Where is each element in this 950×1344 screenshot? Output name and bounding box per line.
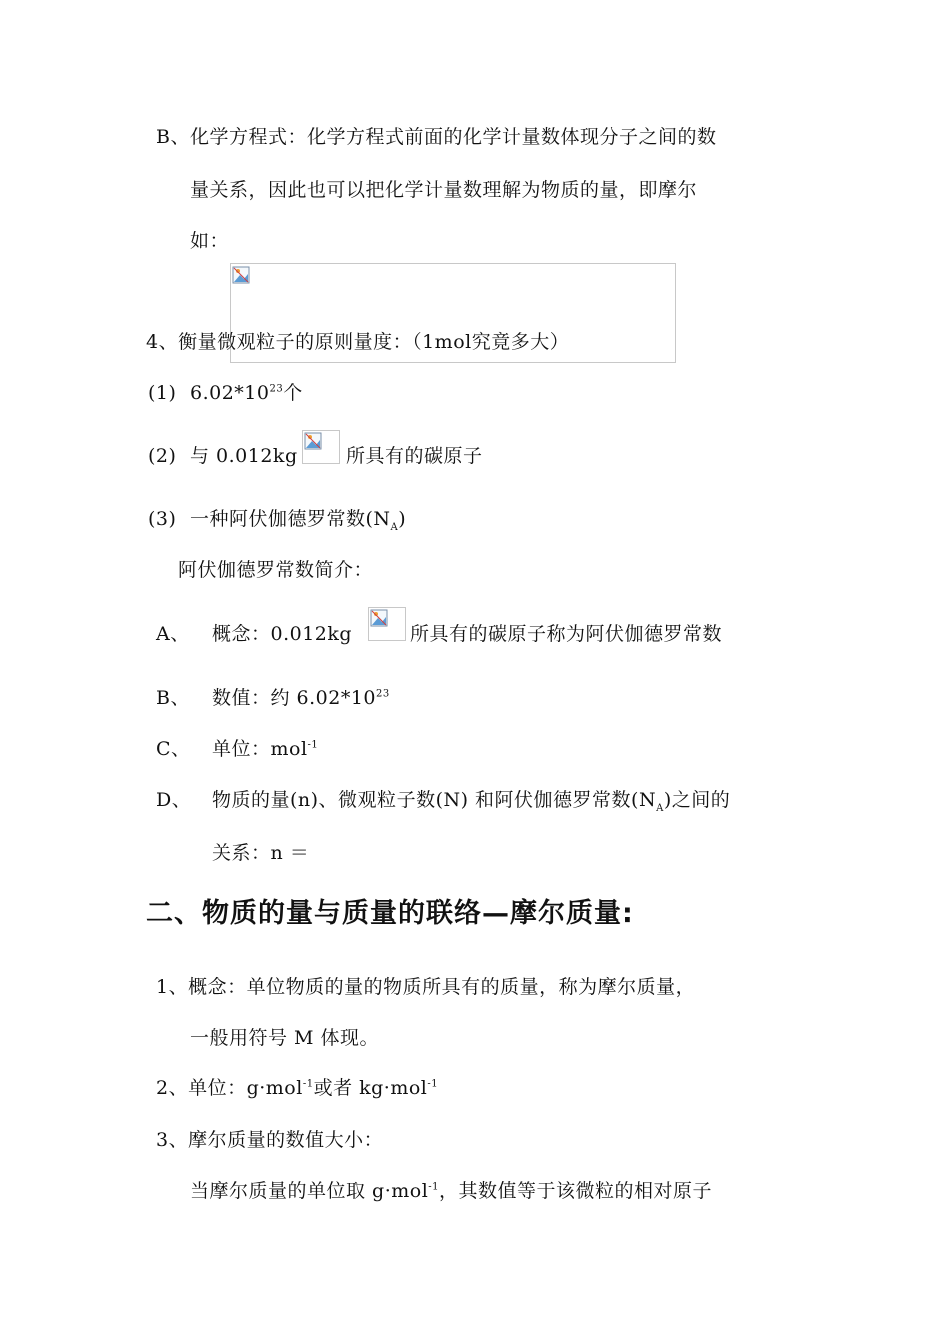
item-3-sub: A [390, 521, 399, 533]
list-a-prefix: 概念：0.012kg [212, 623, 353, 645]
section-2-p2-exp2: -1 [427, 1078, 439, 1090]
item-1-suffix: 个 [283, 382, 303, 404]
list-b-exp: 23 [376, 688, 390, 700]
list-b-base: 数值：约 6.02*10 [212, 687, 377, 709]
avogadro-intro: 阿伏伽德罗常数简介： [178, 559, 374, 581]
item-1-num: (1) [148, 382, 177, 404]
item-3-text: 一种阿伏伽德罗常数(N [190, 508, 391, 530]
section-2-p2 [156, 1075, 438, 1101]
section-2-p1-line2: 一般用符号 M 体现。 [190, 1027, 380, 1049]
list-c-base: 单位：mol [212, 738, 308, 760]
section-2-p2-exp1: -1 [302, 1078, 314, 1090]
broken-image-icon [232, 266, 250, 284]
section-b-text1: 化学方程式：化学方程式前面的化学计量数体现分子之间的数 [189, 126, 717, 148]
item-4: 4、衡量微观粒子的原则量度：（1mol究竟多大） [146, 331, 570, 353]
list-c-label: C、 [156, 738, 191, 760]
section-2-p1-line1: 1、概念：单位物质的量的物质所具有的质量，称为摩尔质量， [156, 976, 696, 998]
section-2-p4 [190, 1178, 712, 1204]
broken-image-icon [370, 609, 388, 627]
section-2-p2-mid: 或者 kg·mol [313, 1077, 428, 1099]
section-2-p4-suffix: ，其数值等于该微粒的相对原子 [439, 1180, 713, 1202]
list-d-label: D、 [156, 789, 192, 811]
section-b-line1 [156, 124, 716, 150]
item-3-close: ) [398, 508, 407, 530]
section-2-p4-exp: -1 [428, 1181, 440, 1193]
list-d-part1: 物质的量(n)、微观粒子数(N) 和阿伏伽德罗常数(N [212, 789, 657, 811]
list-a-label: A、 [156, 623, 190, 645]
list-b-label: B、 [156, 687, 190, 709]
broken-image-icon [304, 432, 322, 450]
section-2-heading: 二、物质的量与质量的联络—摩尔质量: [146, 898, 634, 929]
item-2-suffix: 所具有的碳原子 [346, 445, 483, 467]
section-2-p3: 3、摩尔质量的数值大小： [156, 1129, 384, 1151]
list-a-suffix: 所具有的碳原子称为阿伏伽德罗常数 [410, 623, 723, 645]
section-2-p4-prefix: 当摩尔质量的单位取 g·mol [190, 1180, 429, 1202]
carbon-image-frame-2 [368, 607, 406, 641]
item-2-prefix: 与 0.012kg [190, 445, 298, 467]
section-b-line3: 如： [190, 230, 230, 252]
list-d [156, 787, 730, 813]
list-d-line2: 关系：n ＝ [212, 842, 310, 864]
list-a [156, 621, 352, 647]
item-2-num: (2) [148, 445, 177, 467]
list-d-part2: )之间的 [663, 789, 731, 811]
list-b [156, 685, 390, 711]
section-b-line2: 量关系，因此也可以把化学计量数理解为物质的量，即摩尔 [190, 179, 698, 201]
list-c-exp: -1 [307, 739, 319, 751]
section-2-p2-prefix: 2、单位：g·mol [156, 1077, 303, 1099]
item-1 [148, 380, 303, 406]
item-1-exp: 23 [269, 383, 284, 395]
item-3-num: (3) [148, 508, 177, 530]
list-d-sub: A [656, 802, 664, 814]
item-1-base: 6.02*10 [190, 382, 270, 404]
item-3 [148, 506, 406, 532]
list-c [156, 736, 318, 762]
item-2 [148, 443, 298, 469]
section-b-label: B、 [156, 126, 190, 148]
carbon-image-frame-1 [302, 430, 340, 464]
